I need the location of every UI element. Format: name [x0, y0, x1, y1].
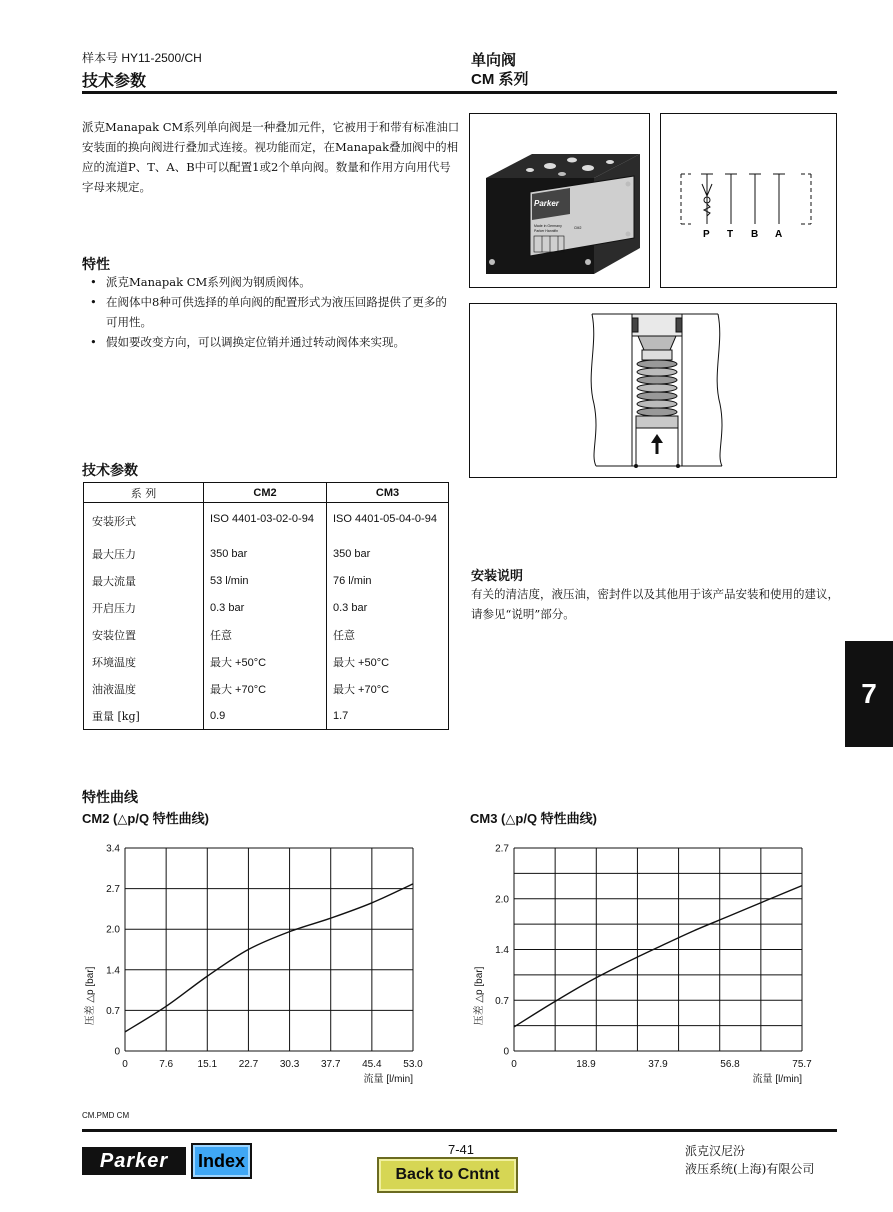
y-tick-label: 2.7: [495, 843, 509, 855]
features-heading: 特性: [82, 256, 110, 272]
photo-plate-line: Made in Germany: [534, 224, 562, 228]
product-name: 单向阀: [471, 52, 517, 69]
series-line: [514, 886, 802, 1027]
spec-value-cm3: 最大 +50°C: [327, 649, 449, 676]
company-name-sub: 液压系统(上海)有限公司: [685, 1162, 815, 1176]
spec-value-cm3: 0.3 bar: [327, 595, 449, 622]
x-tick-label: 15.1: [197, 1059, 218, 1070]
port-label-t: T: [727, 229, 734, 240]
photo-plate-line: CM2: [574, 226, 582, 230]
spec-value-cm3: ISO 4401-05-04-0-94: [327, 503, 449, 541]
spec-label: 安装形式: [84, 503, 204, 541]
x-tick-label: 7.6: [159, 1059, 174, 1070]
parker-logo: Parker: [82, 1147, 186, 1175]
table-row: [84, 568, 449, 595]
y-tick-label: 2.0: [495, 894, 509, 906]
y-tick-label: 0: [503, 1046, 509, 1058]
feature-item: • 在阀体中8种可供选择的单向阀的配置形式为液压回路提供了更多的可用性。: [82, 292, 457, 332]
spec-label: 环境温度: [84, 649, 204, 676]
spec-label: 油液温度: [84, 676, 204, 703]
cm3-chart: [468, 838, 828, 1093]
intro-paragraph: 派克Manapak CM系列单向阀是一种叠加元件，它被用于和带有标准油口安装面的换向阀进行叠加式连接。视功能而定，在Manapak叠加阀中的相应的流道P、T、A、B中可以配置1或2个单向阀。数量和作用方向用代号字母来规定。: [82, 120, 460, 194]
x-tick-label: 37.7: [320, 1059, 341, 1070]
spec-value-cm2: 0.9: [204, 703, 327, 730]
port-label-a: A: [775, 229, 783, 240]
x-tick-label: 45.4: [362, 1059, 382, 1070]
spec-value-cm2: 350 bar: [204, 541, 327, 568]
x-tick-label: 75.7: [792, 1059, 812, 1070]
feature-item: • 派克Manapak CM系列阀为钢质阀体。: [82, 272, 457, 292]
photo-brand: Parker: [534, 199, 559, 208]
table-row: [84, 676, 449, 703]
sample-number: 样本号 HY11-2500/CH: [82, 51, 202, 65]
spec-value-cm2: ISO 4401-03-02-0-94: [204, 503, 327, 541]
spec-header-cm3: CM3: [327, 483, 449, 503]
y-tick-label: 1.4: [106, 965, 120, 977]
spec-table: [83, 482, 449, 730]
spec-header-cm2: CM2: [204, 483, 327, 503]
check-valve-section-drawing: [470, 304, 836, 477]
spec-value-cm3: 350 bar: [327, 541, 449, 568]
cm2-chart-title: CM2 (△p/Q 特性曲线): [82, 811, 209, 826]
x-tick-label: 22.7: [238, 1059, 259, 1070]
x-tick-label: 37.9: [648, 1059, 668, 1070]
feature-item: • 假如要改变方向，可以调换定位销并通过转动阀体来实现。: [82, 332, 457, 352]
x-tick-label: 0: [511, 1059, 517, 1070]
table-row: [84, 622, 449, 649]
spec-label: 最大压力: [84, 541, 204, 568]
spec-value-cm2: 53 l/min: [204, 568, 327, 595]
x-tick-label: 30.3: [279, 1059, 300, 1070]
spec-value-cm2: 任意: [204, 622, 327, 649]
spec-value-cm2: 最大 +50°C: [204, 649, 327, 676]
spec-value-cm3: 1.7: [327, 703, 449, 730]
tech-heading: 技术参数: [82, 462, 138, 478]
spec-header-series: 系 列: [84, 483, 204, 503]
spec-value-cm3: 76 l/min: [327, 568, 449, 595]
installation-text: 有关的清洁度，液压油，密封件以及其他用于该产品安装和使用的建议，请参见“说明”部分。: [471, 587, 839, 621]
table-row: [84, 595, 449, 622]
table-row: [84, 541, 449, 568]
x-axis-label: 流量 [l/min]: [363, 1074, 413, 1085]
y-tick-label: 1.4: [495, 945, 509, 956]
spec-value-cm2: 0.3 bar: [204, 595, 327, 622]
spec-value-cm3: 任意: [327, 622, 449, 649]
chapter-tab: 7: [845, 641, 893, 747]
spec-label: 重量 [kg]: [84, 703, 204, 730]
valve-photo-box: [469, 113, 650, 288]
x-axis-label: 流量 [l/min]: [752, 1074, 802, 1085]
table-row: [84, 503, 449, 541]
section-title: 技术参数: [82, 73, 147, 90]
y-tick-label: 0.7: [495, 995, 509, 1007]
x-tick-label: 56.8: [720, 1059, 740, 1070]
y-tick-label: 2.0: [106, 924, 120, 936]
valve-photo-illustration: [470, 114, 649, 287]
file-code: CM.PMD CM: [82, 1111, 130, 1120]
y-tick-label: 0.7: [106, 1005, 120, 1017]
table-row: [84, 649, 449, 676]
section-view-box: [469, 303, 837, 478]
page-number: 7-41: [448, 1142, 475, 1157]
features-list: [82, 272, 457, 352]
spec-label: 最大流量: [84, 568, 204, 595]
y-tick-label: 3.4: [106, 843, 120, 855]
product-series: CM 系列: [471, 71, 529, 88]
x-tick-label: 18.9: [576, 1059, 596, 1070]
port-label-b: B: [751, 229, 759, 240]
index-button[interactable]: Index: [191, 1143, 252, 1179]
y-axis-label: 压差 △p [bar]: [85, 966, 96, 1026]
back-to-contents-button[interactable]: Back to Cntnt: [377, 1157, 518, 1193]
hydraulic-symbol-box: [660, 113, 837, 288]
company-name: 派克汉尼汾: [685, 1144, 746, 1158]
table-row: [84, 703, 449, 730]
series-line: [125, 884, 413, 1032]
photo-plate-line: Parker Hannifin: [534, 229, 559, 233]
header-rule: [82, 91, 837, 94]
spec-label: 开启压力: [84, 595, 204, 622]
y-tick-label: 0: [114, 1046, 120, 1058]
x-tick-label: 53.0: [403, 1059, 423, 1070]
y-tick-label: 2.7: [106, 884, 120, 896]
x-tick-label: 0: [122, 1059, 128, 1070]
port-label-p: P: [703, 229, 710, 240]
spec-value-cm2: 最大 +70°C: [204, 676, 327, 703]
hydraulic-symbol: [661, 114, 836, 287]
footer-rule: [82, 1129, 837, 1132]
installation-heading: 安装说明: [471, 568, 524, 583]
cm2-chart: [80, 838, 440, 1093]
y-axis-label: 压差 △p [bar]: [474, 966, 485, 1026]
spec-label: 安装位置: [84, 622, 204, 649]
curves-heading: 特性曲线: [82, 789, 138, 805]
cm3-chart-title: CM3 (△p/Q 特性曲线): [470, 811, 597, 826]
spec-value-cm3: 最大 +70°C: [327, 676, 449, 703]
